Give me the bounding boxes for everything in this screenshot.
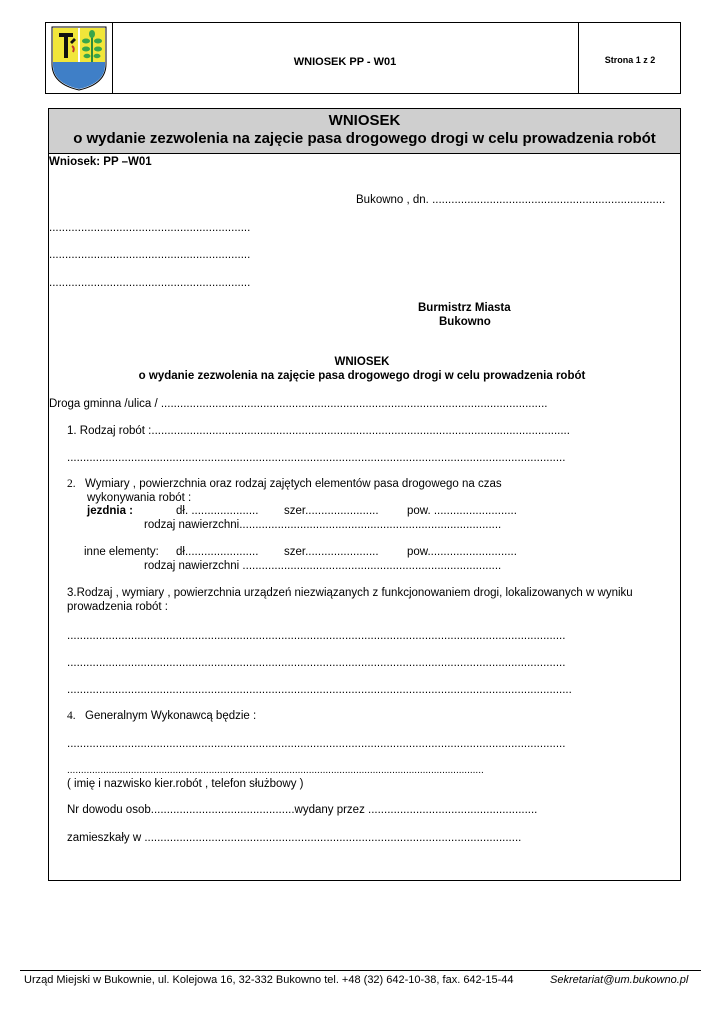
footer-address: Urząd Miejski w Bukownie, ul. Kolejowa 16, 32-332 Bukowno tel. +48 (32) 642-10-38, fax. 642-15-44 [24,974,514,986]
residence-field[interactable]: zamieszkały w ...................................................................................................................... [67,832,522,844]
item2-number: 2. [67,478,76,490]
applicant-line-1[interactable]: ............................................................... [49,222,251,234]
applicant-line-3[interactable]: ............................................................... [49,277,251,289]
item3-text: 3.Rodzaj , wymiary , powierzchnia urządzeń niezwiązanych z funkcjonowaniem drogi, lokalizowanych w wyniku [67,587,633,599]
roadway-width-field[interactable]: szer....................... [284,505,379,517]
item2-text: Wymiary , powierzchnia oraz rodzaj zajętych elementów pasa drogowego na czas [85,478,502,490]
document-code: WNIOSEK PP - W01 [293,56,397,68]
other-elements-label: inne elementy: [84,546,159,558]
applicant-line-2[interactable]: ............................................................... [49,249,251,261]
other-width-field[interactable]: szer....................... [284,546,379,558]
document-header [45,22,681,94]
roadway-area-field[interactable]: pow. .......................... [407,505,517,517]
bukowno-coat-of-arms-logo [48,24,110,92]
item4-number: 4. [67,710,76,722]
item1-continuation-field[interactable]: ............................................................................................................................................................ [67,452,566,464]
item3-line-1[interactable]: ............................................................................................................................................................ [67,630,566,642]
other-surface-field[interactable]: rodzaj nawierzchni ................................................................................. [144,560,502,572]
item4-text: Generalnym Wykonawcą będzie : [85,710,257,722]
roadway-surface-field[interactable]: rodzaj nawierzchni.................................................................................. [144,519,502,531]
item2-text-cont: wykonywania robót : [87,492,192,504]
id-document-field[interactable]: Nr dowodu osob.............................................wydany przez ..................................................... [67,804,538,816]
footer-email-link[interactable]: Sekretariat@um.bukowno.pl [550,974,689,986]
addressee-line-2: Bukowno [439,316,491,328]
header-title-cell [112,23,579,93]
item3-text-cont: prowadzenia robót : [67,601,169,613]
item3-line-3[interactable]: .............................................................................................................................................................. [67,684,572,696]
inner-title: WNIOSEK [334,356,390,368]
road-field[interactable]: Droga gminna /ulica / ......................................................................................................................... [49,398,548,410]
other-length-field[interactable]: dł....................... [176,546,259,558]
inner-subtitle: o wydanie zezwolenia na zajęcie pasa drogowego drogi w celu prowadzenia robót [138,370,586,382]
page-number: Strona 1 z 2 [604,55,656,65]
item1-work-type-field[interactable]: 1. Rodzaj robót :................................................................................................................................... [67,425,570,437]
contractor-line-1[interactable]: ............................................................................................................................................................ [67,738,566,750]
footer-divider [20,970,701,971]
roadway-length-field[interactable]: dł. ..................... [176,505,259,517]
form-subtitle: o wydanie zezwolenia na zajęcie pasa drogowego drogi w celu prowadzenia robót [73,130,656,147]
other-area-field[interactable]: pow............................ [407,546,517,558]
contractor-hint: ( imię i nazwisko kier.robót , telefon służbowy ) [67,778,304,790]
title-band [49,109,680,154]
logo-cell [46,23,113,93]
addressee-line-1: Burmistrz Miasta [418,302,511,314]
item3-line-2[interactable]: ............................................................................................................................................................ [67,657,566,669]
form-id: Wniosek: PP –W01 [49,156,152,168]
form-title: WNIOSEK [328,112,401,129]
roadway-label: jezdnia : [87,505,134,517]
contractor-line-2[interactable]: ...................................................................................................................................................... [67,765,484,776]
place-date-field[interactable]: Bukowno , dn. ......................................................................... [356,194,666,206]
